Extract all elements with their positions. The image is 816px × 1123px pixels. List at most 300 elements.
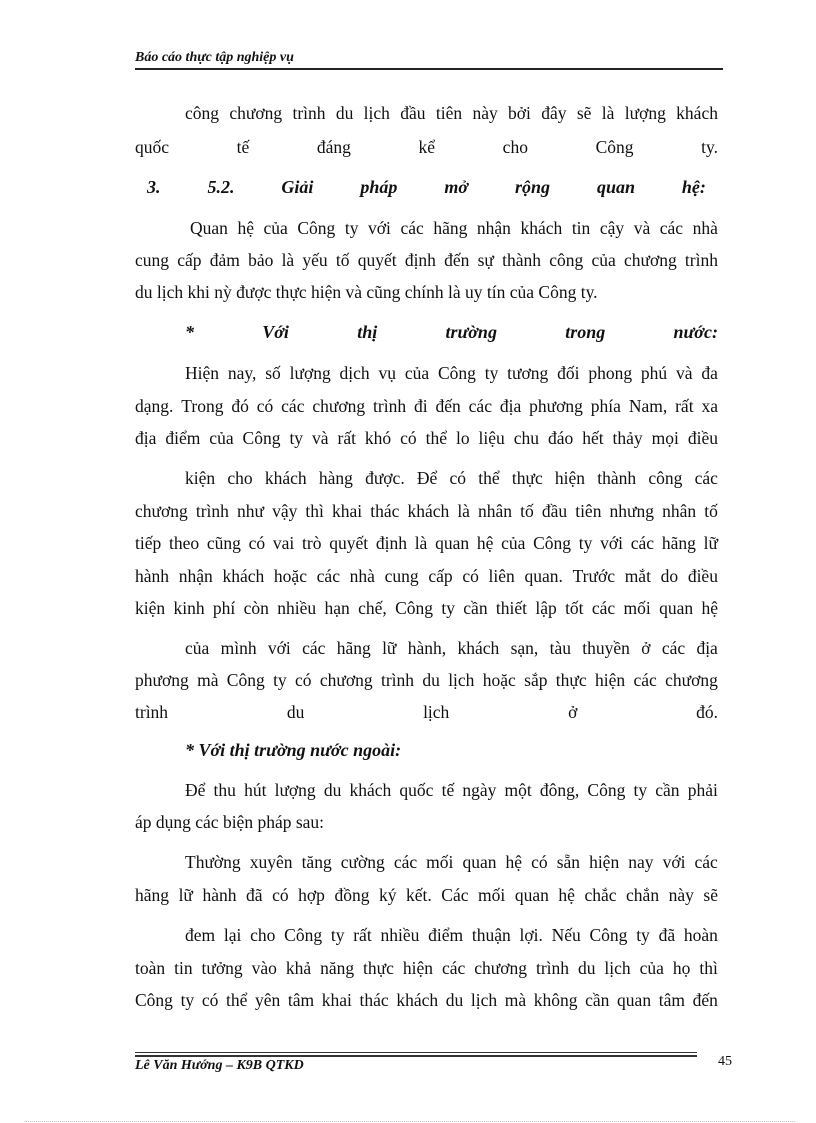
word: xa [701, 396, 718, 416]
word: thuận [471, 925, 511, 945]
word: dịch [339, 363, 370, 383]
word: pháp [360, 177, 398, 197]
word: bởi [508, 103, 531, 123]
word: Để [185, 780, 206, 800]
word: tin [571, 218, 591, 238]
word: định [375, 533, 407, 553]
word: phải [687, 780, 718, 800]
word: của [639, 958, 664, 978]
header-rule [135, 68, 723, 70]
text-line [135, 778, 718, 802]
word: hệ: [681, 177, 706, 197]
word: dạng. [135, 396, 174, 416]
word: các [441, 958, 466, 978]
word: là [281, 250, 295, 270]
word: có [272, 885, 289, 905]
word: hãng [135, 885, 170, 905]
word: mở [444, 177, 469, 197]
page-edge-dots [25, 1121, 795, 1122]
word: lữ [178, 885, 193, 905]
word: ty [636, 925, 650, 945]
word: đảm [209, 250, 240, 270]
word: phí [212, 598, 236, 618]
word: ty [330, 925, 345, 945]
word: ty [578, 533, 593, 553]
word: là [601, 103, 615, 123]
word: quốc [399, 780, 434, 800]
word: thác [359, 990, 389, 1010]
word: là [457, 501, 470, 521]
word: các [316, 566, 340, 586]
word: tàu [549, 638, 571, 658]
word: bảo [248, 250, 274, 270]
subsection-heading: * Với thị trường nước ngoài: [185, 740, 402, 760]
word: chắn [626, 885, 660, 905]
word: đến [692, 990, 718, 1010]
word: thảy [612, 428, 643, 448]
word: khai [331, 501, 363, 521]
word: hãng [433, 218, 468, 238]
word: các [393, 852, 418, 872]
word: quan [596, 177, 635, 197]
word: quyết [357, 250, 397, 270]
word: ty [180, 990, 195, 1010]
word: tế [441, 780, 455, 800]
word: công [185, 103, 220, 123]
word: các [694, 468, 718, 488]
word: tiên [575, 501, 602, 521]
word: tưởng [201, 958, 243, 978]
word: kết. [406, 885, 432, 905]
word: hãng [336, 638, 371, 658]
text-line [135, 988, 718, 1012]
word: tố [520, 501, 534, 521]
word: Nam, [628, 396, 668, 416]
text-line [135, 596, 718, 620]
word: hoặc [273, 566, 307, 586]
word: kinh [173, 598, 205, 618]
word: đã [246, 885, 263, 905]
word: Công [226, 670, 265, 690]
text-line [135, 564, 718, 588]
word: cho [250, 925, 276, 945]
word: khách [396, 990, 439, 1010]
word: hoặc [482, 670, 516, 690]
word: và [312, 428, 329, 448]
word: hút [244, 780, 267, 800]
word: lượng [289, 363, 331, 383]
word: thành [502, 250, 542, 270]
text-line [135, 636, 718, 660]
word: hành [135, 566, 170, 586]
word: khai [321, 990, 352, 1010]
word: nhân [478, 501, 513, 521]
word: cung [135, 250, 170, 270]
word: đó [231, 396, 249, 416]
word: quan [659, 598, 694, 618]
word: điều [687, 566, 718, 586]
word: mối [426, 852, 454, 872]
word: hệ [237, 218, 254, 238]
word: toàn [135, 958, 166, 978]
word: các [302, 638, 326, 658]
word: tố [704, 501, 718, 521]
word: Thường [185, 852, 241, 872]
word: trình [684, 250, 718, 270]
word: hành, [407, 638, 447, 658]
word: Công [595, 137, 634, 157]
word: Giải [281, 177, 314, 197]
word: trò [302, 533, 322, 553]
word: hết [582, 428, 604, 448]
word: khách [349, 780, 392, 800]
word: mối [623, 598, 651, 618]
word: mà [197, 670, 219, 690]
word: lịch [604, 958, 631, 978]
word: nay [628, 852, 654, 872]
word: được. [365, 468, 405, 488]
word: vụ [378, 363, 396, 383]
subsection-heading [185, 320, 718, 344]
text-line [135, 499, 718, 523]
word: nước: [673, 322, 718, 342]
word: địa [499, 396, 522, 416]
word: rất [675, 396, 694, 416]
text-line [135, 216, 718, 240]
word: và [633, 218, 651, 238]
word: xuyên [249, 852, 293, 872]
word: * [185, 322, 194, 342]
word: rất [337, 428, 356, 448]
word: các [630, 533, 655, 553]
word: du [445, 990, 464, 1010]
word: rộng [514, 177, 550, 197]
text-line [135, 883, 718, 907]
word: thị [357, 322, 378, 342]
word: đông, [539, 780, 580, 800]
word: kiện [135, 598, 166, 618]
text-line [135, 394, 718, 418]
text-line [135, 466, 718, 490]
word: thể [225, 990, 248, 1010]
text-line: du lịch khi nỳ được thực hiện và cũng chính là uy tín của Công ty. [135, 282, 598, 302]
footer-rule [135, 1055, 697, 1057]
word: Với [262, 322, 289, 342]
word: Hiện [185, 363, 220, 383]
word: hãng [661, 533, 696, 553]
word: phú [640, 363, 668, 383]
word: lữ [382, 638, 397, 658]
word: thể [425, 428, 447, 448]
word: đến [444, 250, 470, 270]
word: trình [135, 702, 169, 722]
word: định [404, 250, 436, 270]
word: với [662, 852, 686, 872]
word: với [368, 218, 391, 238]
word: phong [588, 363, 633, 383]
word: ty. [701, 137, 718, 157]
text-line [135, 101, 718, 125]
word: yên [254, 990, 281, 1010]
word: một [504, 780, 532, 800]
word: các [591, 598, 616, 618]
word: cần [463, 598, 488, 618]
word: thì [305, 501, 324, 521]
word: cho [502, 137, 528, 157]
word: kể [418, 137, 436, 157]
word: quan [617, 990, 652, 1010]
word: đáo [547, 428, 574, 448]
word: ngày [462, 780, 497, 800]
word: lo [455, 428, 470, 448]
word: vào [251, 958, 277, 978]
word: có [462, 566, 479, 586]
word: Công [297, 218, 336, 238]
word: quốc [135, 137, 170, 157]
word: năng [320, 958, 355, 978]
word: công [648, 468, 683, 488]
word: đem [185, 925, 216, 945]
word: khách [520, 218, 563, 238]
word: quan [514, 885, 549, 905]
word: nhiều [380, 925, 420, 945]
word: với [267, 638, 291, 658]
word: chương [312, 396, 366, 416]
word: tiên [435, 103, 463, 123]
word: thể [478, 468, 500, 488]
word: thực [555, 670, 587, 690]
word: này [668, 885, 694, 905]
word: họ [672, 958, 691, 978]
word: tin [174, 958, 193, 978]
word: có [531, 852, 548, 872]
word: còn [243, 598, 269, 618]
word: nhân [662, 501, 697, 521]
word: thiết [495, 598, 528, 618]
word: cần [655, 780, 680, 800]
word: thực [511, 468, 543, 488]
word: đa [701, 363, 718, 383]
word: du [422, 670, 440, 690]
word: hệ [476, 533, 494, 553]
word: du [577, 958, 596, 978]
text-line [135, 700, 718, 724]
word: có [400, 428, 417, 448]
word: Công [589, 925, 628, 945]
word: Quan [190, 218, 228, 238]
text-line [135, 850, 718, 874]
word: thác [370, 501, 400, 521]
word: cậy [599, 218, 625, 238]
word: thành [597, 468, 637, 488]
word: ty [484, 363, 499, 383]
word: khả [285, 958, 312, 978]
word: trình [195, 501, 229, 521]
word: yếu [302, 250, 328, 270]
word: khách [407, 501, 450, 521]
word: có [256, 396, 274, 416]
word: sẵn [556, 852, 581, 872]
word: khách [264, 468, 307, 488]
word: 5.2. [207, 177, 235, 197]
word: đến [435, 396, 461, 416]
word: do [660, 566, 679, 586]
word: du [323, 780, 342, 800]
word: của [591, 250, 616, 270]
word: quan [435, 533, 470, 553]
word: các [661, 638, 686, 658]
word: hệ [701, 598, 718, 618]
word: chương [229, 103, 283, 123]
word: chương [319, 670, 373, 690]
word: tốt [565, 598, 584, 618]
word: trình [380, 670, 415, 690]
word: ty [633, 780, 648, 800]
word: khách [222, 566, 265, 586]
word: sạn, [510, 638, 539, 658]
word: nhiều [277, 598, 317, 618]
word: thuyền [582, 638, 630, 658]
word: tâm [658, 990, 685, 1010]
word: quyết [329, 533, 369, 553]
running-header: Báo cáo thực tập nghiệp vụ [135, 50, 294, 65]
text-line [135, 248, 718, 272]
word: quan [462, 852, 497, 872]
word: sẽ [576, 103, 592, 123]
word: Công [135, 990, 173, 1010]
word: đầu [541, 501, 568, 521]
footer-rule [135, 1052, 697, 1053]
word: đã [658, 925, 676, 945]
word: địa [135, 428, 157, 448]
word: hạn [324, 598, 350, 618]
word: 3. [147, 177, 161, 197]
word: cần [585, 990, 610, 1010]
word: ở [568, 702, 578, 722]
word: hành [202, 885, 237, 905]
text-line [135, 426, 718, 450]
text-line [135, 135, 718, 159]
word: lập [535, 598, 557, 618]
word: các [400, 218, 424, 238]
word: đầu [400, 103, 426, 123]
word: như [236, 501, 264, 521]
word: chương [665, 670, 718, 690]
word: rất [353, 925, 372, 945]
word: các [659, 218, 684, 238]
word: các [468, 396, 492, 416]
word: cũng [206, 533, 241, 553]
word: quan. [524, 566, 563, 586]
word: ty [441, 598, 455, 618]
word: nhưng [609, 501, 655, 521]
word: mắt [624, 566, 651, 586]
word: Trước [572, 566, 615, 586]
text-line [135, 668, 718, 692]
word: hệ [505, 852, 523, 872]
word: trình [373, 396, 407, 416]
word: tố [335, 250, 350, 270]
word: chế, [358, 598, 387, 618]
word: tăng [301, 852, 332, 872]
word: chắc [584, 885, 617, 905]
word: Công [284, 925, 323, 945]
word: ty [273, 670, 287, 690]
word: công [549, 250, 584, 270]
word: trình [292, 103, 326, 123]
word: hệ [558, 885, 575, 905]
word: của [404, 363, 430, 383]
word: các [633, 670, 657, 690]
word: hiện [595, 670, 626, 690]
word: đối [557, 363, 580, 383]
word: nhận [476, 218, 511, 238]
word: khách [457, 638, 500, 658]
word: tế [236, 137, 250, 157]
word: hợp [298, 885, 325, 905]
word: lại [223, 925, 242, 945]
word: hoàn [683, 925, 718, 945]
word: kiện [185, 468, 216, 488]
word: thì [699, 958, 718, 978]
word: có [248, 533, 266, 553]
word: tâm [287, 990, 315, 1010]
word: nhận [178, 566, 213, 586]
word: Công [587, 780, 626, 800]
word: Nếu [551, 925, 581, 945]
word: đồng [334, 885, 370, 905]
word: khách [676, 103, 718, 123]
word: là [414, 533, 428, 553]
word: nay, [227, 363, 257, 383]
word: nhà [349, 566, 375, 586]
word: chương [623, 250, 677, 270]
word: ở [641, 638, 651, 658]
word: lịch [448, 670, 475, 690]
word: Để [416, 468, 438, 488]
word: Các [441, 885, 469, 905]
word: có [295, 670, 312, 690]
word: vậy [272, 501, 298, 521]
word: địa [696, 638, 718, 658]
word: và [675, 363, 693, 383]
section-heading [147, 175, 706, 199]
word: nhà [692, 218, 718, 238]
text-line [135, 956, 718, 980]
word: đi [413, 396, 428, 416]
word: trình [535, 958, 570, 978]
word: lịch [363, 103, 390, 123]
word: các [694, 852, 718, 872]
word: của [185, 638, 210, 658]
word: Công [533, 533, 572, 553]
word: sự [477, 250, 494, 270]
text-line: áp dụng các biện pháp sau: [135, 812, 325, 832]
word: cho [227, 468, 253, 488]
word: phương [529, 396, 583, 416]
word: mọi [651, 428, 679, 448]
word: của [209, 428, 234, 448]
word: vai [272, 533, 295, 553]
text-line [135, 923, 718, 947]
footer-author: Lê Văn Hướng – K9B QTKD [135, 1058, 304, 1073]
word: hiện [402, 958, 434, 978]
word: chương [135, 501, 188, 521]
word: ty [289, 428, 304, 448]
word: liên [488, 566, 515, 586]
text-line [135, 531, 718, 555]
word: hiện [554, 468, 586, 488]
